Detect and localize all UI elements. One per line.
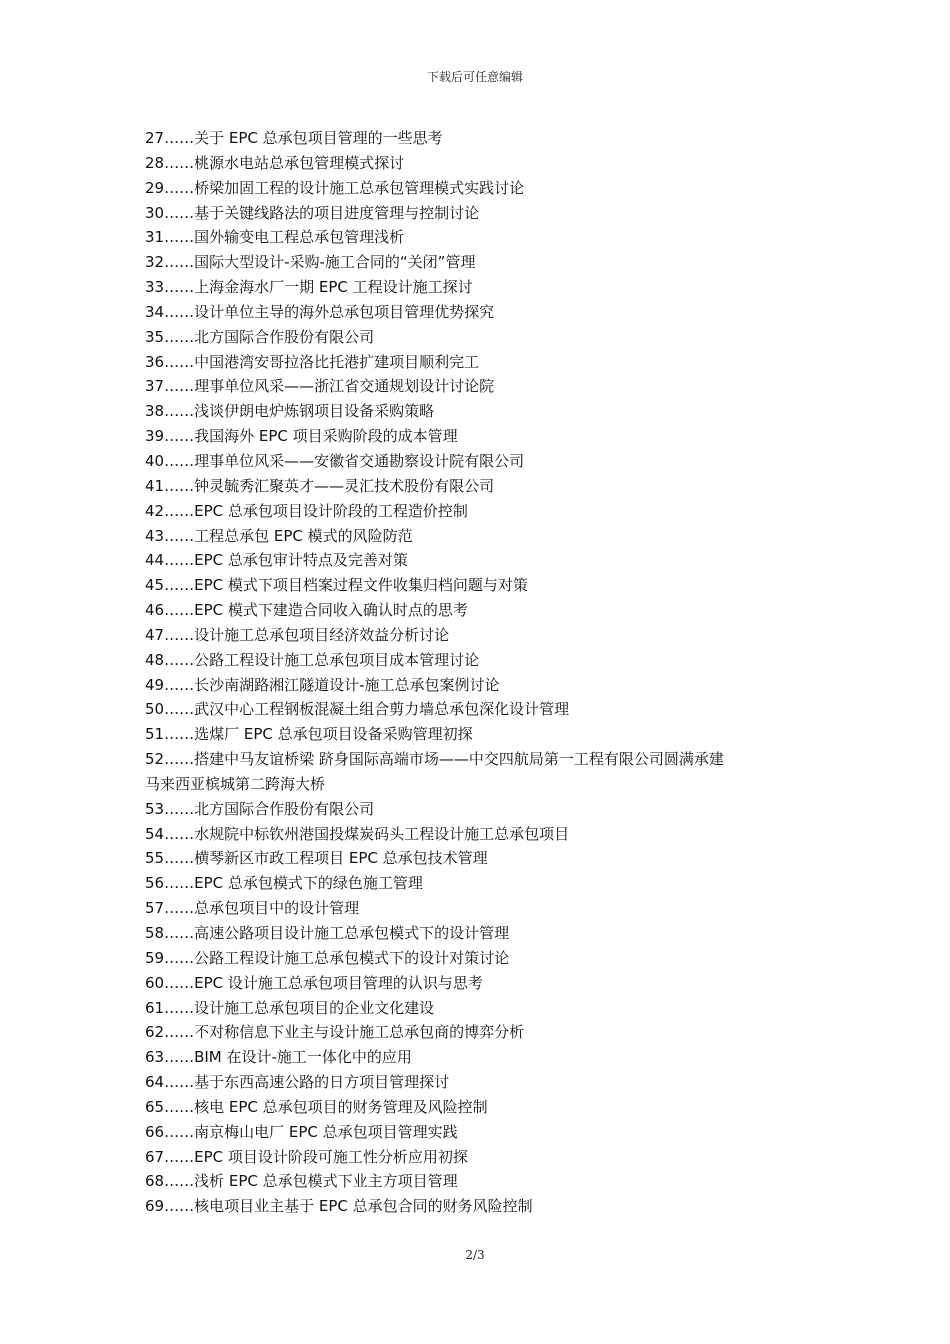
toc-entry: 46……EPC 模式下建造合同收入确认时点的思考: [145, 601, 468, 620]
toc-entry: 67……EPC 项目设计阶段可施工性分析应用初探: [145, 1147, 468, 1166]
toc-entry: 45……EPC 模式下项目档案过程文件收集归档问题与对策: [145, 576, 528, 595]
toc-entry: 38……浅谈伊朗电炉炼钢项目设备采购策略: [145, 402, 435, 421]
toc-entry: 42……EPC 总承包项目设计阶段的工程造价控制: [145, 501, 468, 520]
toc-entry: 37……理事单位风采——浙江省交通规划设计讨论院: [145, 377, 495, 396]
toc-entry: 69……核电项目业主基于 EPC 总承包合同的财务风险控制: [145, 1197, 533, 1216]
toc-entry: 34……设计单位主导的海外总承包项目管理优势探究: [145, 302, 495, 321]
toc-entry: 30……基于关键线路法的项目进度管理与控制讨论: [145, 203, 480, 222]
toc-entry: 59……公路工程设计施工总承包模式下的设计对策讨论: [145, 948, 510, 967]
page-number: 2/3: [465, 1248, 485, 1262]
toc-entry: 35……北方国际合作股份有限公司: [145, 327, 375, 346]
toc-entry: 32……国际大型设计-采购-施工合同的“关闭”管理: [145, 253, 476, 272]
toc-entry: 39……我国海外 EPC 项目采购阶段的成本管理: [145, 427, 458, 446]
toc-entry: 27……关于 EPC 总承包项目管理的一些思考: [145, 129, 443, 147]
toc-entry: 62……不对称信息下业主与设计施工总承包商的博弈分析: [145, 1023, 525, 1042]
page-header: 下载后可任意编辑: [426, 70, 523, 84]
toc-entry: 57……总承包项目中的设计管理: [145, 899, 360, 918]
toc-entry: 29……桥梁加固工程的设计施工总承包管理模式实践讨论: [145, 178, 525, 197]
toc-entry: 68……浅析 EPC 总承包模式下业主方项目管理: [145, 1172, 458, 1191]
toc-entry: 33……上海金海水厂一期 EPC 工程设计施工探讨: [145, 278, 473, 297]
toc-entry: 56……EPC 总承包模式下的绿色施工管理: [145, 874, 423, 893]
toc-entry: 41……钟灵毓秀汇聚英才——灵汇技术股份有限公司: [145, 476, 495, 495]
toc-entry: 66……南京梅山电厂 EPC 总承包项目管理实践: [145, 1122, 458, 1141]
toc-entry: 60……EPC 设计施工总承包项目管理的认识与思考: [145, 973, 483, 992]
toc-entry: 47……设计施工总承包项目经济效益分析讨论: [145, 625, 450, 644]
toc-entry: 44……EPC 总承包审计特点及完善对策: [145, 551, 408, 570]
toc-entry: 28……桃源水电站总承包管理模式探讨: [145, 153, 405, 172]
toc-entry: 36……中国港湾安哥拉洛比托港扩建项目顺利完工: [145, 352, 480, 371]
toc-entry: 52……搭建中马友谊桥梁 跻身国际高端市场——中交四航局第一工程有限公司圆满承建: [145, 750, 724, 769]
toc-entry: 63……BIM 在设计-施工一体化中的应用: [145, 1048, 412, 1067]
toc-entry: 54……水规院中标钦州港国投煤炭码头工程设计施工总承包项目: [145, 824, 570, 843]
toc-entry: 31……国外输变电工程总承包管理浅析: [145, 228, 405, 247]
toc-entry: 53……北方国际合作股份有限公司: [145, 799, 375, 818]
toc-entry: 55……横琴新区市政工程项目 EPC 总承包技术管理: [145, 849, 488, 868]
toc-entry: 51……选煤厂 EPC 总承包项目设备采购管理初探: [145, 725, 473, 744]
toc-entry: 65……核电 EPC 总承包项目的财务管理及风险控制: [145, 1097, 488, 1116]
toc-entry: 64……基于东西高速公路的日方项目管理探讨: [145, 1073, 450, 1092]
toc-entry: 马来西亚槟城第二跨海大桥: [145, 774, 326, 793]
table-of-contents: [145, 126, 845, 1219]
toc-entry: 58……高速公路项目设计施工总承包模式下的设计管理: [145, 924, 510, 942]
toc-entry: 43……工程总承包 EPC 模式的风险防范: [145, 526, 413, 545]
toc-entry: 40……理事单位风采——安徽省交通勘察设计院有限公司: [145, 451, 525, 470]
toc-entry: 49……长沙南湖路湘江隧道设计-施工总承包案例讨论: [145, 675, 500, 694]
toc-entry: 50……武汉中心工程钢板混凝土组合剪力墙总承包深化设计管理: [145, 700, 570, 719]
toc-entry: 48……公路工程设计施工总承包项目成本管理讨论: [145, 650, 480, 669]
toc-entry: 61……设计施工总承包项目的企业文化建设: [145, 998, 435, 1017]
